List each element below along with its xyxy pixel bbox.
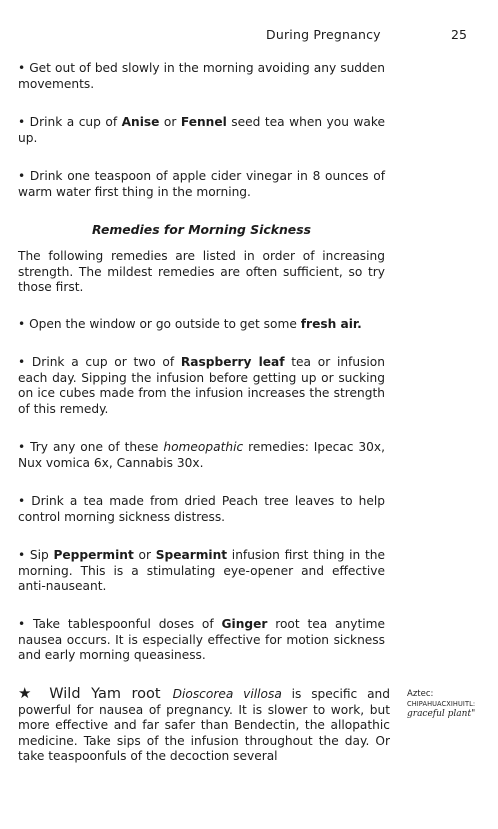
margin-note [407,689,498,719]
wild-yam-entry: ★ Wild Yam root Dioscorea villosa is specific and powerful for nausea of pregnancy. It is slower to work, but more effective and far safer than Bendectin, the allopathic medicine. Take sips of the infusion throughout the day. Or take teaspoonfuls of the decoction several [18,684,390,764]
section-intro: The following remedies are listed in order of increasing strength. The mildest remedies are often sufficient, so try those first. [18,249,385,294]
latin-name: Dioscorea villosa [172,687,282,701]
star-icon: ★ [18,684,38,702]
page-number: 25 [451,27,467,42]
remedy-peach-leaves: • Drink a tea made from dried Peach tree leaves to help control morning sickness distress. [18,494,385,524]
note-aztec: Aztec: [407,689,434,699]
bold-term: Raspberry leaf [180,355,285,369]
bold-term: Fennel [180,115,227,129]
remedy-peppermint-spearmint: • Sip Peppermint or Spearmint infusion first thing in the morning. This is a stimulating eye-opener and effective anti-nauseant. [18,548,385,593]
tip-cider-vinegar: • Drink one teaspoon of apple cider vinegar in 8 ounces of warm water first thing in the morning. [18,169,385,199]
section-heading: Remedies for Morning Sickness [92,222,311,237]
bold-term: Peppermint [53,548,134,562]
bold-term: Ginger [221,617,268,631]
bold-term: Anise [121,115,160,129]
remedy-raspberry-leaf: • Drink a cup or two of Raspberry leaf tea or infusion each day. Sipping the infusion before getting up or sucking on ice cubes made from the infusion increases the strength of this remedy. [18,355,385,416]
remedy-ginger: • Take tablespoonful doses of Ginger root tea anytime nausea occurs. It is especially effective for motion sickness and early morning queasiness. [18,617,385,662]
note-nahuatl-name: CHIPAHUACXIHUITL: [407,700,476,708]
tip-get-out-of-bed: • Get out of bed slowly in the morning avoiding any sudden movements. [18,61,385,91]
herb-title: Wild Yam root [49,686,161,702]
running-head: During Pregnancy [266,27,381,42]
italic-term: homeopathic [163,440,244,454]
remedy-fresh-air: • Open the window or go outside to get some fresh air. [18,317,362,331]
bold-term: Spearmint [155,548,228,562]
bold-term: fresh air. [300,317,362,331]
note-translation: graceful plant" [407,709,476,719]
tip-anise-fennel: • Drink a cup of Anise or Fennel seed tea when you wake up. [18,115,385,145]
remedy-homeopathic: • Try any one of these homeopathic remedies: Ipecac 30x, Nux vomica 6x, Cannabis 30x. [18,440,385,470]
